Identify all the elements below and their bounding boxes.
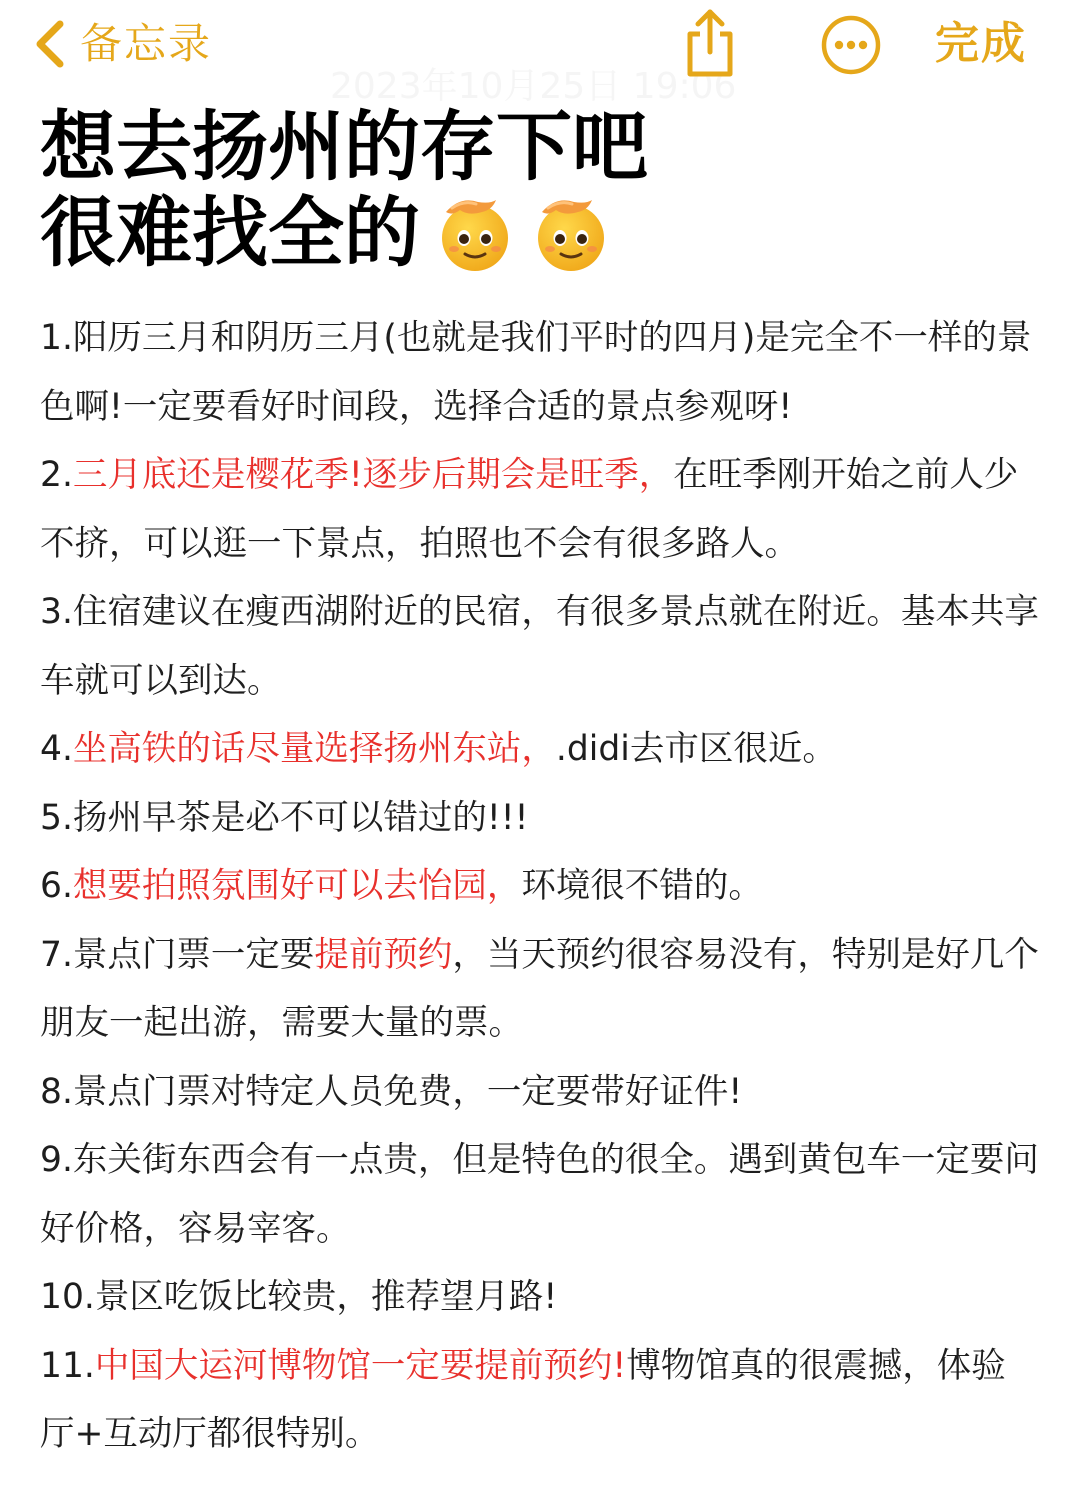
share-icon[interactable] (680, 8, 740, 78)
list-item: 11.中国大运河博物馆一定要提前预约!博物馆真的很震撼，体验厅+互动厅都很特别。 (40, 1345, 1006, 1454)
more-options-icon[interactable] (820, 14, 882, 76)
list-item: 1.阳历三月和阴历三月(也就是我们平时的四月)是完全不一样的景色啊!一定要看好时间段，选择合适的景点参观呀! (40, 318, 1032, 427)
list-item: 2.三月底还是樱花季!逐步后期会是旺季，在旺季刚开始之前人少不挤，可以逛一下景点，拍照也不会有很多路人。 (40, 455, 1019, 564)
title-line-1: 想去扬州的存下吧 (40, 102, 648, 191)
list-item: 7.景点门票一定要提前预约，当天预约很容易没有，特别是好几个朋友一起出游，需要大量的票。 (40, 934, 1039, 1043)
back-label: 备忘录 (80, 19, 213, 68)
list-item: 4.坐高铁的话尽量选择扬州东站，.didi去市区很近。 (40, 729, 837, 769)
list-item: 9.东关街东西会有一点贵，但是特色的很全。遇到黄包车一定要问好价格，容易宰客。 (40, 1140, 1039, 1249)
back-button[interactable] (30, 16, 212, 72)
note-body[interactable] (40, 304, 1040, 1469)
list-item: 5.扬州早茶是必不可以错过的!!! (40, 797, 529, 838)
list-item: 8.景点门票对特定人员免费，一定要带好证件! (40, 1071, 743, 1112)
list-item: 10.景区吃饭比较贵，推荐望月路! (40, 1277, 558, 1317)
list-item: 3.住宿建议在瘦西湖附近的民宿，有很多景点就在附近。基本共享车就可以到达。 (40, 592, 1039, 701)
smiling-face-with-hand-on-head-emoji (534, 194, 608, 274)
list-item: 6.想要拍照氛围好可以去怡园，环境很不错的。 (40, 866, 763, 906)
chevron-left-icon (30, 16, 70, 72)
done-button[interactable]: 完成 (935, 18, 1027, 69)
note-date: 2023年10月25日 19:06 (330, 66, 737, 107)
title-line-2 (40, 190, 648, 278)
note-title (40, 104, 648, 278)
title-line-2-text: 很难找全的 (40, 188, 420, 277)
navigation-bar (0, 0, 1080, 107)
smiling-face-with-hand-on-head-emoji (438, 194, 512, 274)
